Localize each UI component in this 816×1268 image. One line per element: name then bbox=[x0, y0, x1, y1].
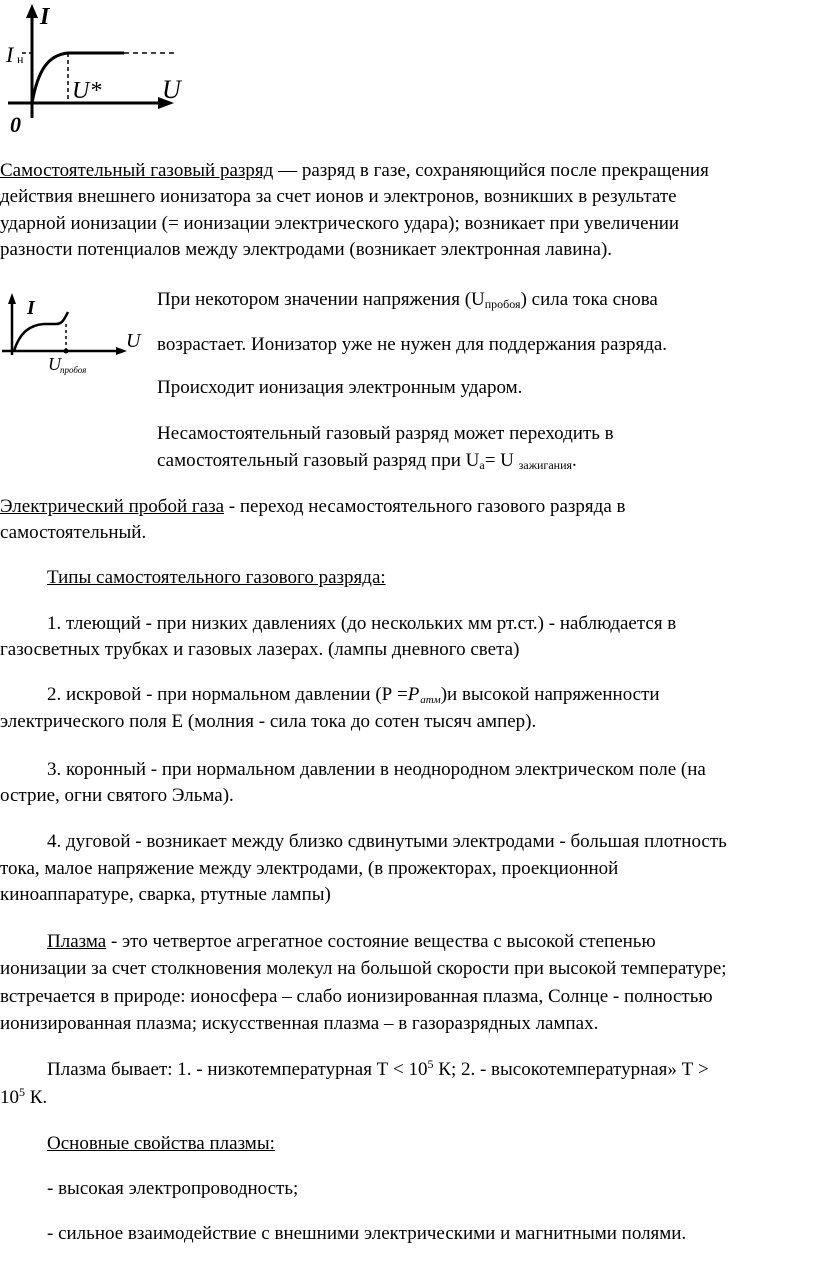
x-label: U bbox=[126, 330, 141, 352]
current-curve bbox=[14, 312, 68, 351]
plasma-line1: Плазма - это четвертое агрегатное состояние вещества с высокой степенью bbox=[47, 931, 656, 952]
p2-line1: При некотором значении напряжения $(U_{пробоя})$ сила тока снова bbox=[157, 289, 658, 311]
sat-sub: н bbox=[17, 52, 24, 66]
p1-line2: действия внешнего ионизатора за счет ионов и электронов, возникших в результате bbox=[0, 186, 677, 207]
term-self-sustained-discharge: Самостоятельный газовый разряд bbox=[0, 160, 274, 181]
type2-line2: электрического поля Е (молния - сила тока до сотен тысяч ампер). bbox=[0, 711, 537, 732]
plasma-line4: ионизированная плазма; искусственная плазма – в газоразрядных лампах. bbox=[0, 1013, 599, 1034]
p1-line1: Самостоятельный газовый разряд — разряд в газе, сохраняющийся после прекращения bbox=[0, 160, 709, 181]
p1-line3: ударной ионизации (= ионизации электрического удара); возникает при увеличении bbox=[0, 213, 680, 234]
figure-saturation-curve bbox=[0, 0, 200, 140]
breakdown-point bbox=[64, 349, 69, 354]
y-axis-arrow bbox=[8, 293, 16, 304]
y-label: I bbox=[40, 4, 50, 30]
type3-line1: 3. коронный - при нормальном давлении в неоднородном электрическом поле (на bbox=[47, 759, 706, 780]
y-axis-arrow bbox=[26, 4, 38, 18]
x-label: U bbox=[162, 75, 181, 104]
type4-line1: 4. дуговой - возникает между близко сдвинутыми электродами - большая плотность bbox=[47, 831, 727, 852]
p2-line4: Несамостоятельный газовый разряд может переходить в bbox=[157, 423, 614, 444]
u-star-label: U* bbox=[72, 78, 102, 104]
term-electrical-breakdown: Электрический пробой газа bbox=[0, 496, 225, 517]
u-breakdown-label: U bbox=[48, 354, 61, 374]
plasma-kinds-line2: $10^5$ К. bbox=[0, 1085, 48, 1108]
p1-line4: разности потенциалов между электродами (возникает электронная лавина). bbox=[0, 239, 613, 260]
term-plasma: Плазма bbox=[47, 931, 107, 952]
sat-label: I bbox=[6, 42, 14, 67]
p3-line1: Электрический пробой газа - переход несамостоятельного газового разряда в bbox=[0, 496, 626, 517]
types-heading: Типы самостоятельного газового разряда: bbox=[47, 567, 386, 588]
type4-line3: киноаппаратуре, сварка, ртутные лампы) bbox=[0, 884, 331, 905]
figure-breakdown-curve bbox=[0, 290, 150, 380]
plasma-kinds-line1: Плазма бывает: 1. - низкотемпературная $Т < 10^5$ К; 2. - высокотемпературная» Т > bbox=[47, 1057, 709, 1080]
props-heading: Основные свойства плазмы: bbox=[47, 1133, 275, 1154]
u-breakdown-sub: пробоя bbox=[60, 365, 87, 375]
type1-line1: 1. тлеющий - при низких давлениях (до нескольких мм рт.ст.) - наблюдается в bbox=[47, 613, 677, 634]
p3-line2: самостоятельный. bbox=[0, 522, 147, 543]
type4-line2: тока, малое напряжение между электродами, (в прожекторах, проекционной bbox=[0, 858, 619, 879]
p2-line2: возрастает. Ионизатор уже не нужен для поддержания разряда. bbox=[157, 334, 668, 355]
type3-line2: острие, огни святого Эльма). bbox=[0, 785, 234, 806]
plasma-line3: встречается в природе: ионосфера – слабо ионизированная плазма, Солнце - полностью bbox=[0, 986, 713, 1007]
origin-label: 0 bbox=[10, 112, 21, 137]
p2-line5: самостоятельный газовый разряд при $U_а= U$ $_{зажигания}$. bbox=[157, 450, 577, 472]
prop-item-2: - сильное взаимодействие с внешними электрическими и магнитными полями. bbox=[47, 1223, 687, 1244]
p2-line3: Происходит ионизация электронным ударом. bbox=[157, 377, 523, 398]
prop-item-1: - высокая электропроводность; bbox=[47, 1178, 299, 1199]
plasma-line2: ионизации за счет столкновения молекул на большой скорости при высокой температуре; bbox=[0, 958, 727, 979]
type2-line1: 2. искровой - при нормальном давлении (Р =Р $_{атм}$)и высокой напряженности bbox=[47, 684, 660, 706]
y-label: I bbox=[27, 297, 35, 319]
type1-line2: газосветных трубках и газовых лазерах. (лампы дневного света) bbox=[0, 639, 520, 660]
